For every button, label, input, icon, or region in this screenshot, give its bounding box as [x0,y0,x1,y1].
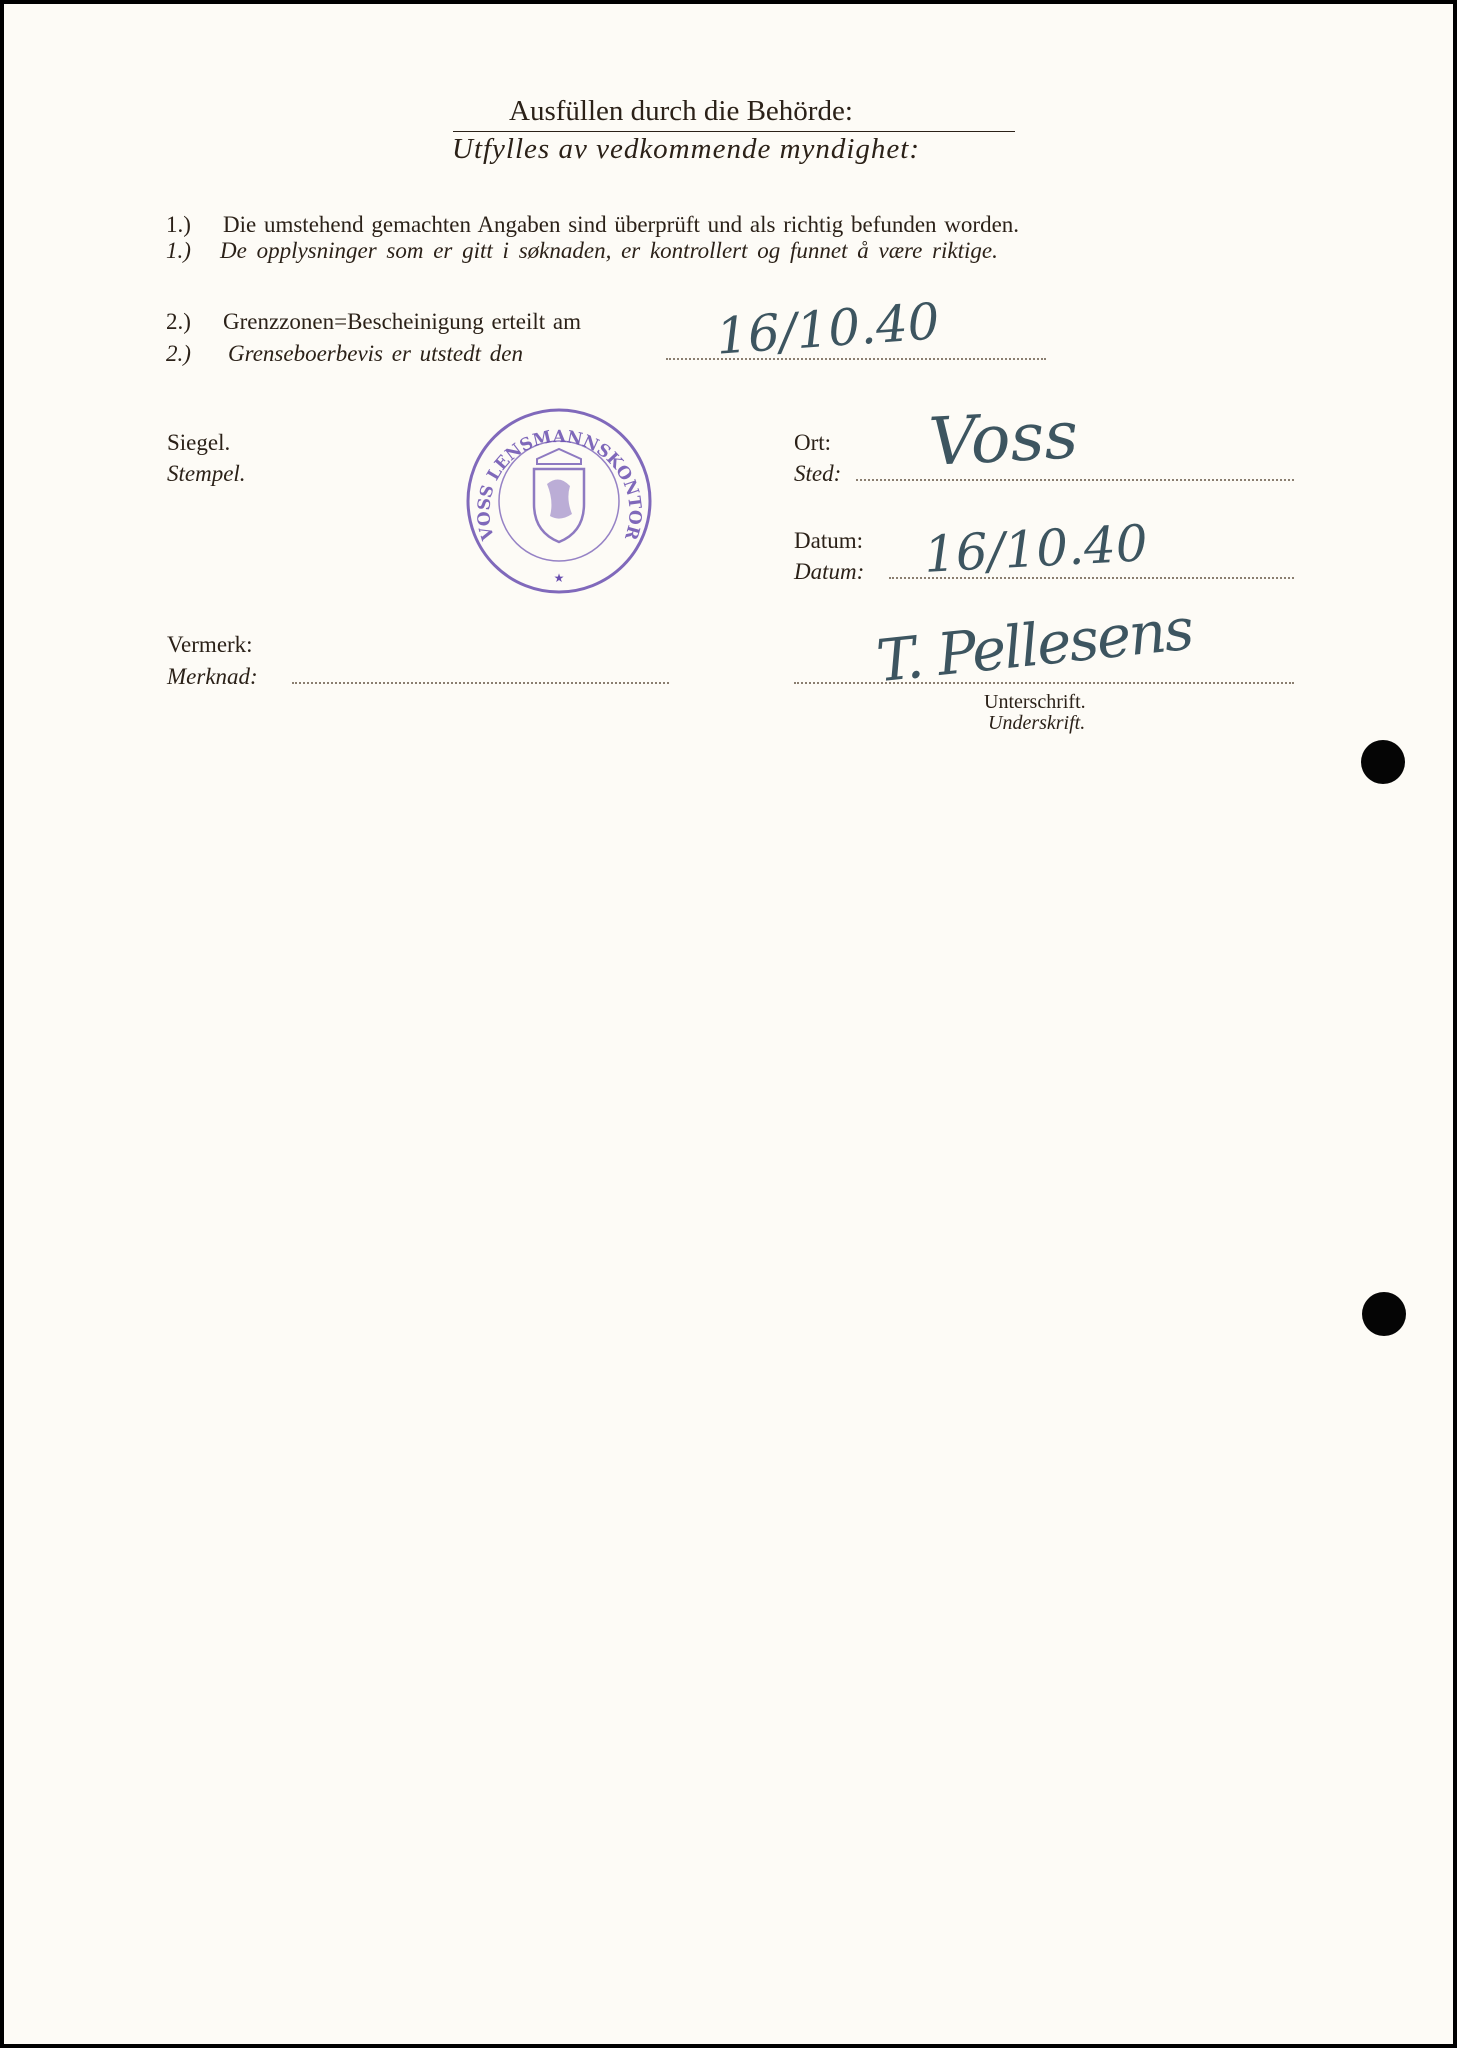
lion-shield-icon [534,449,584,542]
item2-number-norwegian: 2.) [166,341,191,366]
item2-number-german: 2.) [166,309,191,334]
remark-field-line[interactable] [292,682,669,684]
header-title-norwegian: Utfylles av vedkommende myndighet: [452,133,921,165]
signature-handwritten-value: T. Pellesens [873,594,1196,696]
signature-label-norwegian: Underskrift. [988,712,1086,734]
form-page [4,4,1453,2044]
place-label-norwegian: Sted: [794,461,842,486]
punch-hole-top [1361,740,1405,784]
punch-hole-bottom [1362,1292,1406,1336]
item2-text-german: Grenzzonen=Bescheinigung erteilt am [223,309,582,334]
item1-text-german: Die umstehend gemachten Angaben sind überprüft und als richtig befunden worden. [223,212,1020,237]
remark-label-german: Vermerk: [167,632,253,657]
stamp-ring-text: VOSS LENSMANNSKONTOR [474,427,645,543]
item1-number-german: 1.) [166,212,191,237]
place-label-german: Ort: [794,430,832,455]
header-title-german: Ausfüllen durch die Behörde: [509,95,853,127]
date-label-german: Datum: [794,528,863,553]
item1-text-norwegian: De opplysninger som er gitt i søknaden, er kontrollert og funnet å være riktige. [220,238,998,263]
signature-label-german: Unterschrift. [984,691,1086,713]
stamp-star-icon: ★ [553,571,565,585]
seal-label-norwegian: Stempel. [167,461,246,486]
date-label-norwegian: Datum: [794,559,865,584]
signature-field-line[interactable] [794,682,1294,684]
date-handwritten-value: 16/10.40 [922,514,1149,584]
item1-number-norwegian: 1.) [166,238,191,263]
official-stamp [462,404,657,599]
seal-label-german: Siegel. [167,430,231,455]
item2-text-norwegian: Grenseboerbevis er utstedt den [228,341,523,366]
place-field-line[interactable] [856,479,1294,481]
remark-label-norwegian: Merknad: [167,664,258,689]
item2-handwritten-date: 16/10.40 [714,292,942,366]
header-underline [453,131,1015,132]
place-handwritten-value: Voss [927,396,1080,481]
